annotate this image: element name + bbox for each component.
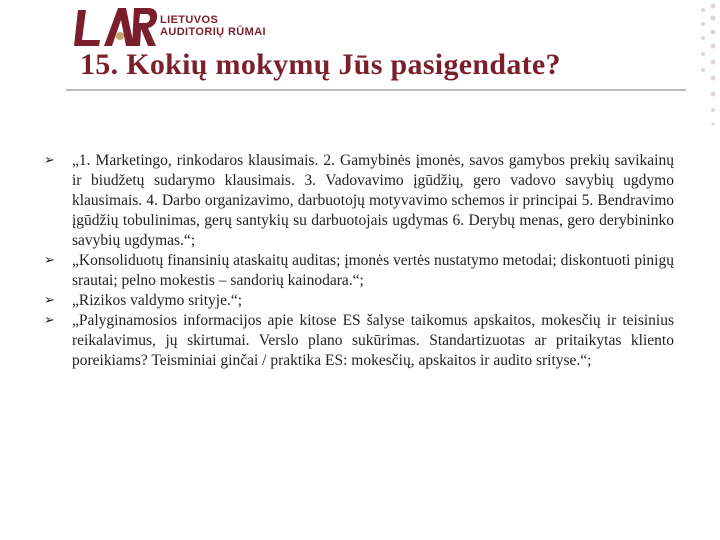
dot-pattern-icon xyxy=(682,0,720,130)
arrowhead-bullet-icon: ➢ xyxy=(44,313,55,328)
logo-line-2: AUDITORIŲ RŪMAI xyxy=(160,26,267,38)
list-item xyxy=(44,151,674,251)
list-item-text: „Palyginamosios informacijos apie kitose ES šalyse taikomus apskaitos, mokesčių ir teisinius reikalavimus, jų skirtumai. Verslo plano sukūrimas. Standartizuotas ar pritaikytas kliento poreikiams? Teisminiai ginčai / praktika ES: mokesčių, apskaitos ir audito srityse.“; xyxy=(72,312,674,369)
list-item xyxy=(44,311,674,371)
decorative-dots xyxy=(682,0,720,130)
list-item-text: „Rizikos valdymo srityje.“; xyxy=(72,292,243,309)
lar-logo-mark-icon xyxy=(74,4,158,50)
logo-line-1: LIETUVOS xyxy=(160,14,219,26)
list-item-text: „1. Marketingo, rinkodaros klausimais. 2. Gamybinės įmonės, savos gamybos prekių savikainų ir biudžetų sudarymo klausimais. 3. Vadovavimo įgūdžių, gero vadovo savybių ugdymo klausimais. 4. Darbo organizavimo, darbuotojų motyvavimo schemos ir principai 5. Bendravimo įgūdžių tobulinimas, gerų santykių su darbuotojais ugdymas 6. Derybų menas, gero derybininko savybių ugdymas.“; xyxy=(72,152,674,249)
arrowhead-bullet-icon: ➢ xyxy=(44,293,55,308)
title-divider xyxy=(66,89,686,91)
answer-list xyxy=(44,151,674,371)
slide-title: 15. Kokių mokymų Jūs pasigendate? xyxy=(80,48,561,81)
arrowhead-bullet-icon: ➢ xyxy=(44,253,55,268)
logo-wordmark xyxy=(160,14,266,38)
logo xyxy=(74,4,274,50)
arrowhead-bullet-icon: ➢ xyxy=(44,153,55,168)
list-item-text: „Konsoliduotų finansinių ataskaitų auditas; įmonės vertės nustatymo metodai; diskontuoti pinigų srautai; pelno mokestis – sandorių kainodara.“; xyxy=(72,252,674,289)
list-item xyxy=(44,291,674,311)
list-item xyxy=(44,251,674,291)
